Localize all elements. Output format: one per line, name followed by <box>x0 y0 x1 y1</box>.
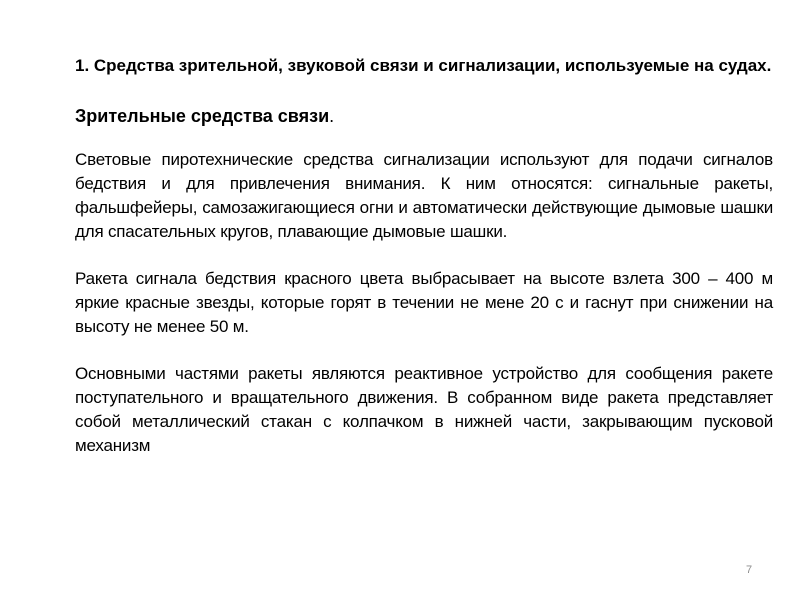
section-subtitle-period: . <box>329 106 335 126</box>
slide-title: 1. Средства зрительной, звуковой связи и сигнализации, используемые на судах. <box>75 56 772 75</box>
slide-content <box>75 54 773 458</box>
section-subtitle-text: Зрительные средства связи <box>75 106 330 126</box>
section-subtitle <box>75 104 773 128</box>
paragraph-pyrotechnic-means: Световые пиротехнические средства сигнализации используют для подачи сигналов бедствия и для привлечения внимания. К ним относятся: сигнальные ракеты, фальшфейеры, самозажигающиеся огни и автоматически действующие дымовые шашки для спасательных кругов, плавающие дымовые шашки. <box>75 150 773 241</box>
paragraph-rocket-parts: Основными частями ракеты являются реактивное устройство для сообщения ракете поступательного и вращательного движения. В собранном виде ракета представляет собой металлический стакан с колпачком в нижней части, закрывающим пусковой механизм <box>75 364 773 455</box>
page-number: 7 <box>745 564 753 576</box>
paragraph-distress-rocket: Ракета сигнала бедствия красного цвета выбрасывает на высоте взлета 300 – 400 м яркие красные звезды, которые горят в течении не мене 20 с и гаснут при снижении на высоту не менее 50 м. <box>75 269 773 336</box>
